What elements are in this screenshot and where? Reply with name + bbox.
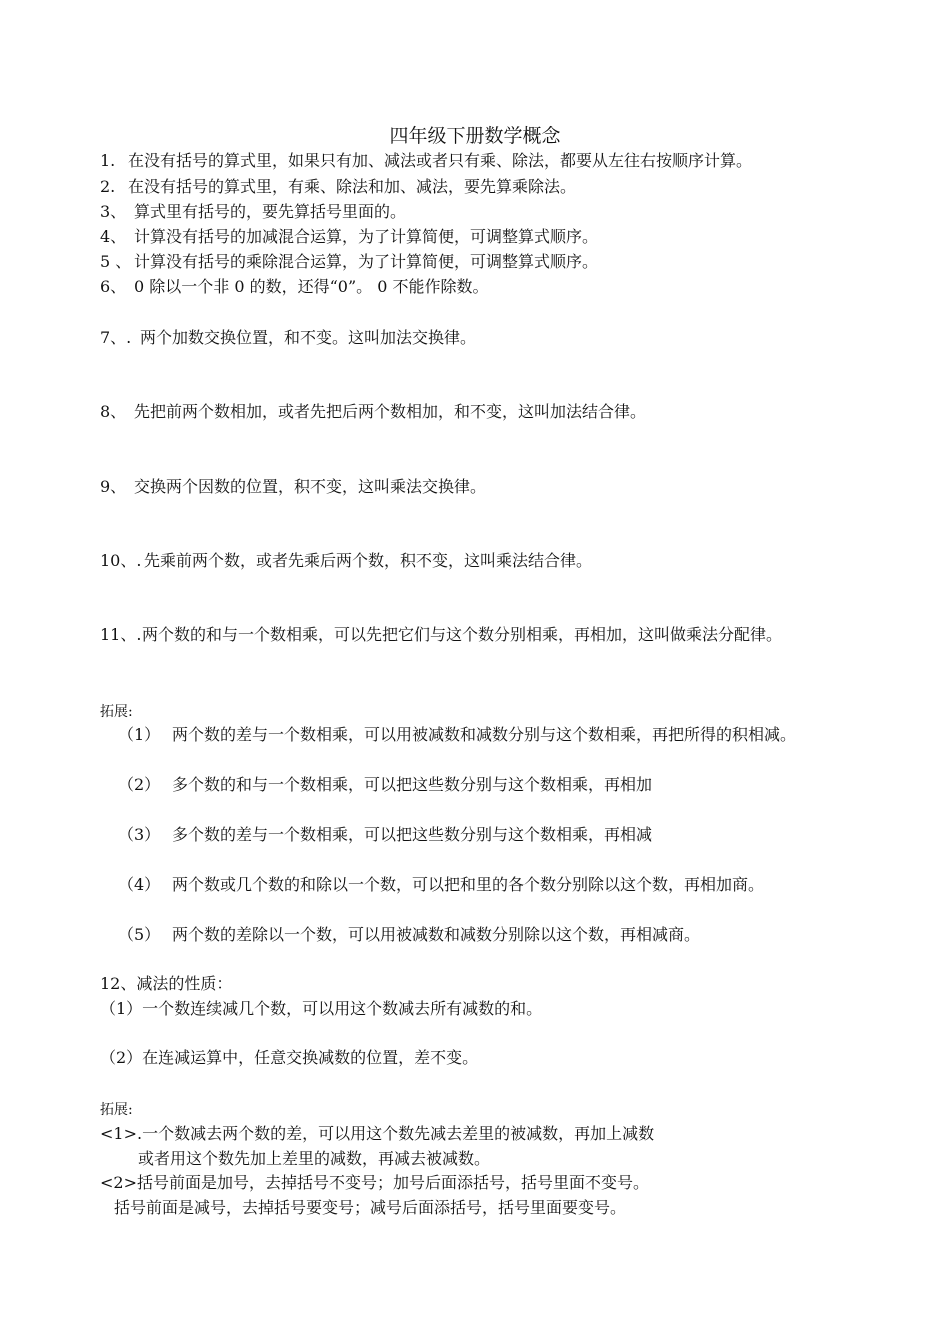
rule-12-heading: 12、减法的性质： [100, 974, 233, 993]
rule-11 [100, 625, 782, 645]
rule-12-item-1: （1）一个数连续减几个数，可以用这个数减去所有减数的和。 [100, 999, 543, 1018]
item-text: 多个数的差与一个数相乘，可以把这些数分别与这个数相乘，再相减 [172, 825, 653, 844]
rule-number: 4、 [100, 227, 127, 246]
rule-number: 10、. [100, 551, 142, 570]
rule-1 [100, 151, 752, 171]
rule-4 [100, 227, 598, 247]
rule-number: 5 、 [100, 252, 132, 271]
rule-text: 在没有括号的算式里，有乘、除法和加、减法，要先算乘除法。 [128, 177, 577, 196]
page-title: 四年级下册数学概念 [389, 125, 561, 147]
extension-line-4: 括号前面是减号，去掉括号要变号；减号后面添括号，括号里面要变号。 [114, 1198, 627, 1217]
rule-text: 计算没有括号的加减混合运算，为了计算简便，可调整算式顺序。 [134, 227, 599, 246]
item-text: 两个数的差与一个数相乘，可以用被减数和减数分别与这个数相乘，再把所得的积相减。 [172, 725, 797, 744]
rule-text: 0 除以一个非 0 的数，还得“0”。 0 不能作除数。 [134, 277, 489, 296]
rule-9 [100, 477, 486, 497]
item-text: 两个数或几个数的和除以一个数，可以把和里的各个数分别除以这个数，再相加商。 [172, 875, 765, 894]
rule-5 [100, 252, 598, 272]
extension-item-3 [118, 825, 652, 845]
extension-item-2 [118, 775, 652, 795]
rule-number: 7、. [100, 328, 132, 347]
rule-text: 先把前两个数相加，或者先把后两个数相加，和不变，这叫加法结合律。 [134, 402, 647, 421]
extension-item-1 [118, 725, 796, 745]
rule-text: 交换两个因数的位置，积不变，这叫乘法交换律。 [134, 477, 487, 496]
rule-6 [100, 277, 489, 297]
item-text: 多个数的和与一个数相乘，可以把这些数分别与这个数相乘，再相加 [172, 775, 653, 794]
rule-number: 8、 [100, 402, 127, 421]
rule-12-item-2: （2）在连减运算中，任意交换减数的位置，差不变。 [100, 1048, 479, 1067]
rule-text: 算式里有括号的，要先算括号里面的。 [134, 202, 407, 221]
extension-item-5 [118, 925, 700, 945]
extension-label: 拓展: [100, 704, 133, 720]
item-number: （2） [118, 775, 161, 794]
rule-text: 先乘前两个数，或者先乘后两个数，积不变，这叫乘法结合律。 [144, 551, 593, 570]
rule-number: 11、. [100, 625, 142, 644]
rule-2 [100, 177, 576, 197]
extension-item-4 [118, 875, 764, 895]
rule-7 [100, 328, 476, 348]
rule-text: 计算没有括号的乘除混合运算，为了计算简便，可调整算式顺序。 [134, 252, 599, 271]
item-number: （1） [118, 725, 161, 744]
rule-number: 1. [100, 151, 116, 170]
rule-text: 两个数的和与一个数相乘，可以先把它们与这个数分别相乘，再相加，这叫做乘法分配律。 [142, 625, 783, 644]
extension-line-2: 或者用这个数先加上差里的减数，再减去被减数。 [138, 1149, 491, 1168]
extension-label: 拓展: [100, 1102, 133, 1118]
rule-number: 6、 [100, 277, 127, 296]
rule-3 [100, 202, 406, 222]
extension-line-3: <2>括号前面是加号，去掉括号不变号；加号后面添括号，括号里面不变号。 [100, 1173, 649, 1192]
rule-text: 两个加数交换位置，和不变。这叫加法交换律。 [140, 328, 477, 347]
item-text: 两个数的差除以一个数，可以用被减数和减数分别除以这个数，再相减商。 [172, 925, 701, 944]
rule-8 [100, 402, 646, 422]
extension-line-1: <1>.一个数减去两个数的差，可以用这个数先减去差里的被减数，再加上减数 [100, 1124, 655, 1143]
item-number: （5） [118, 925, 161, 944]
rule-number: 3、 [100, 202, 127, 221]
item-number: （3） [118, 825, 161, 844]
item-number: （4） [118, 875, 161, 894]
rule-number: 2. [100, 177, 116, 196]
rule-10 [100, 551, 592, 571]
rule-text: 在没有括号的算式里，如果只有加、减法或者只有乘、除法，都要从左往右按顺序计算。 [128, 151, 753, 170]
rule-number: 9、 [100, 477, 127, 496]
